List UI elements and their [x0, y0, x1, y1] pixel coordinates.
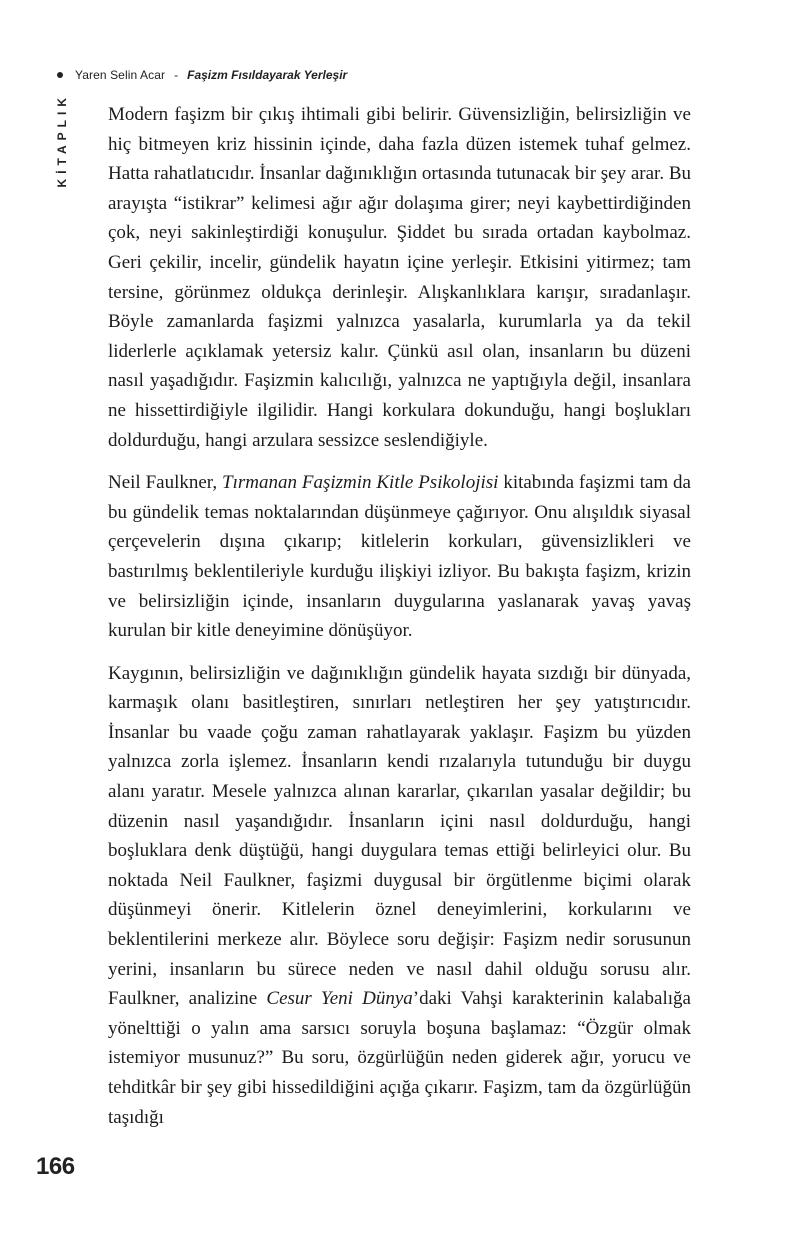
text-segment: Modern faşizm bir çıkış ihtimali gibi belirir. Güvensizliğin, belirsizliğin ve hiç bitmeyen kriz hissinin içinde, daha fazla düzen istemek tuhaf gelmez. Hatta rahatlatıcıdır. İnsanlar dağınıklığın ortasında tutunacak bir şey arar. Bu arayışta “istikrar” kelimesi ağır ağır dolaşıma girer; neyi kaybettirdiğinden çok, neyi sakinleştirdiği konuşulur. Şiddet bu sırada ortadan kaybolmaz. Geri çekilir, incelir, gündelik hayatın içine yerleşir. Etkisini yitirmez; tam tersine, görünmez oldukça derinleşir. Alışkanlıklara karışır, sıradanlaşır. Böyle zamanlarda faşizmi yalnızca yasalarla, kurumlarla ya da tekil liderlerle açıklamak yetersiz kalır. Çünkü asıl olan, insanların bu düzeni nasıl yaşadığıdır. Faşizmin kalıcılığı, yalnızca ne yaptığıyla değil, insanlara ne hissettirdiğiyle ilgilidir. Hangi korkulara dokunduğu, hangi boşlukları doldurduğu, hangi arzulara sessizce seslendiğiyle. [108, 104, 692, 451]
bullet-dot [57, 72, 63, 78]
book-title-italic: Cesur Yeni Dünya [266, 988, 413, 1010]
page-number: 166 [36, 1153, 75, 1180]
header-book-title: Faşizm Fısıldayarak Yerleşir [187, 68, 348, 82]
book-title-italic: Tırmanan Faşizmin Kitle Psikolojisi [222, 472, 499, 494]
paragraph-1 [108, 100, 691, 455]
header-separator: - [174, 68, 179, 82]
running-header [57, 66, 347, 84]
text-segment: ’daki Vahşi karakterinin kalabalığa yönelttiği o yalın ama sarsıcı soruyla boşuna başlamaz: “Özgür olmak istemiyor musunuz?” Bu soru, özgürlüğün neden giderek ağır, yorucu ve tehditkâr bir şey gibi hissedildiğini açığa çıkarır. Faşizm, tam da özgürlüğün taşıdığı [108, 988, 691, 1128]
header-author: Yaren Selin Acar [75, 68, 166, 82]
text-segment: kitabında faşizmi tam da bu gündelik temas noktalarından düşünmeye çağırıyor. Onu alışıldık siyasal çerçevelerin dışına çıkarıp; kitlelerin korkuları, güvensizlikleri ve bastırılmış beklentileriyle kurduğu ilişkiyi izliyor. Bu bakışta faşizm, krizin ve belirsizliğin içinde, insanların duygularına yaslanarak yavaş yavaş kurulan bir kitle deneyimine dönüşüyor. [108, 472, 691, 642]
section-side-label: KİTAPLIK [55, 93, 69, 188]
text-segment: Neil Faulkner, [108, 472, 222, 494]
paragraph-2 [108, 468, 691, 646]
body-text [108, 100, 691, 1132]
paragraph-3 [108, 659, 691, 1133]
text-segment: Kaygının, belirsizliğin ve dağınıklığın gündelik hayata sızdığı bir dünyada, karmaşık olanı basitleştiren, sınırları netleştiren her şey yatıştırıcıdır. İnsanlar bu vaade çoğu zaman rahatlayarak yaklaşır. Faşizm bu yüzden yalnızca zorla işlemez. İnsanların kendi rızalarıyla tutunduğu bir duygu alanı yaratır. Mesele yalnızca alınan kararlar, çıkarılan yasalar değildir; bu düzenin nasıl yaşandığıdır. İnsanların içini nasıl doldurduğu, hangi boşluklara denk düştüğü, hangi duygulara temas ettiği belirleyici olur. Bu noktada Neil Faulkner, faşizmi duygusal bir örgütlenme biçimi olarak düşünmeyi önerir. Kitlelerin öznel deneyimlerini, korkularını ve beklentilerini merkeze alır. Böylece soru değişir: Faşizm nedir sorusunun yerini, insanların bu sürece neden ve nasıl dahil olduğu sorusu alır. Faulkner, analizine [108, 662, 691, 1010]
